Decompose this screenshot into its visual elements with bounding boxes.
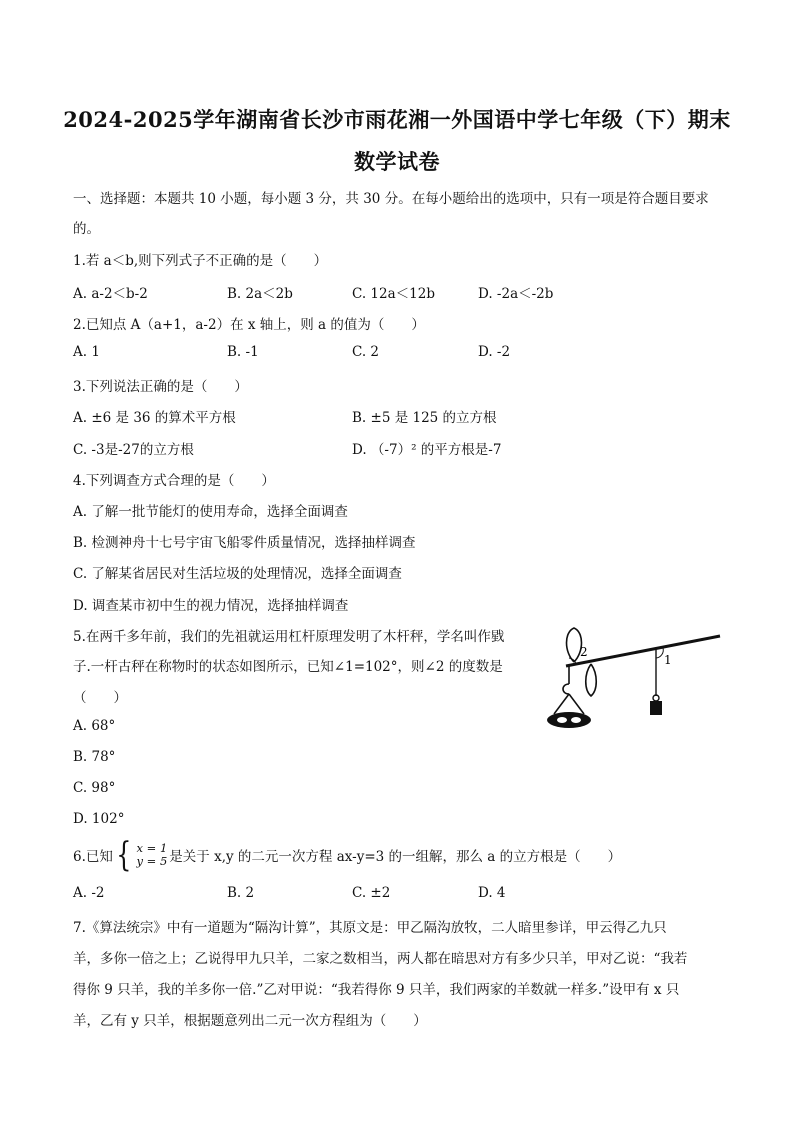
q5-stem-line3: （ ） — [73, 690, 127, 706]
scale-hook — [563, 684, 569, 694]
q4-option-b: B. 检测神舟十七号宇宙飞船零件质量情况，选择抽样调查 — [73, 535, 416, 551]
scale-weight — [650, 701, 662, 715]
q2-option-b: B. -1 — [227, 344, 259, 360]
q5-option-a: A. 68° — [73, 718, 116, 734]
q2-option-a: A. 1 — [73, 344, 100, 360]
scale-small-loop — [586, 664, 597, 696]
q7-line3: 得你 9 只羊，我的羊多你一倍.”乙对甲说：“我若得你 9 只羊，我们两家的羊数就一样多.”设甲有 x 只 — [73, 982, 680, 998]
section-instructions-line2: 的。 — [73, 221, 100, 237]
q6-option-c: C. ±2 — [352, 885, 391, 901]
q4-option-a: A. 了解一批节能灯的使用寿命，选择全面调查 — [73, 504, 348, 520]
q3-option-c: C. -3是-27的立方根 — [73, 442, 194, 458]
q2-stem: 2.已知点 A（a+1，a-2）在 x 轴上，则 a 的值为（ ） — [73, 317, 425, 333]
q6-left-brace: { — [116, 835, 132, 875]
exam-title-line2: 数学试卷 — [354, 149, 440, 174]
q4-option-c: C. 了解某省居民对生活垃圾的处理情况，选择全面调查 — [73, 566, 402, 582]
q3-option-a: A. ±6 是 36 的算术平方根 — [73, 410, 236, 426]
scale-pan-string-right — [569, 694, 584, 714]
q7-line2: 羊，多你一倍之上；乙说得甲九只羊，二家之数相当，两人都在暗思对方有多少只羊，甲对乙说：“我若 — [73, 951, 688, 967]
scale-pan-hole-right — [571, 717, 581, 723]
steelyard-scale-figure — [536, 622, 726, 744]
q6-equation-system — [113, 835, 169, 875]
q5-option-b: B. 78° — [73, 749, 116, 765]
q6-system-lines — [137, 842, 168, 868]
q6-eq1: x = 1 — [136, 841, 168, 855]
q4-stem: 4.下列调查方式合理的是（ ） — [73, 473, 275, 489]
exam-title-line1: 2024-2025学年湖南省长沙市雨花湘一外国语中学七年级（下）期末 — [63, 107, 731, 132]
q6-stem-suffix: 是关于 x,y 的二元一次方程 ax-y=3 的一组解，那么 a 的立方根是（ ） — [169, 849, 622, 865]
q2-option-c: C. 2 — [352, 344, 380, 360]
section-instructions-line1: 一、选择题：本题共 10 小题，每小题 3 分，共 30 分。在每小题给出的选项中，只有一项是符合题目要求 — [73, 191, 709, 207]
q6-option-d: D. 4 — [478, 885, 506, 901]
q5-option-c: C. 98° — [73, 780, 116, 796]
scale-beam — [566, 636, 720, 666]
q5-stem-line2: 子.一杆古秤在称物时的状态如图所示，已知∠1=102°，则∠2 的度数是 — [73, 659, 503, 675]
q7-line1: 7.《算法统宗》中有一道题为“隔沟计算”，其原文是：甲乙隔沟放牧，二人暗里参详，甲云得乙九只 — [73, 920, 667, 936]
q1-option-c: C. 12a＜12b — [352, 286, 435, 302]
scale-pan-hole-left — [557, 717, 567, 723]
angle-2-label: 2 — [580, 645, 588, 659]
q6-stem — [73, 835, 622, 875]
q6-option-b: B. 2 — [227, 885, 255, 901]
q1-stem: 1.若 a＜b,则下列式子不正确的是（ ） — [73, 253, 328, 269]
q3-option-d: D. （-7）² 的平方根是-7 — [352, 442, 502, 458]
q5-stem-line1: 5.在两千多年前，我们的先祖就运用杠杆原理发明了木杆秤，学名叫作戥 — [73, 629, 505, 645]
q2-option-d: D. -2 — [478, 344, 511, 360]
q3-option-b: B. ±5 是 125 的立方根 — [352, 410, 497, 426]
angle-1-label: 1 — [664, 653, 672, 667]
q3-stem: 3.下列说法正确的是（ ） — [73, 379, 248, 395]
q6-eq2: y = 5 — [136, 854, 168, 868]
scale-pan-string-left — [554, 694, 569, 714]
q1-option-b: B. 2a＜2b — [227, 286, 293, 302]
q1-option-d: D. -2a＜-2b — [478, 286, 554, 302]
q6-stem-prefix: 6.已知 — [73, 849, 113, 865]
q7-line4: 羊，乙有 y 只羊，根据题意列出二元一次方程组为（ ） — [73, 1013, 427, 1029]
q1-option-a: A. a-2＜b-2 — [73, 286, 148, 302]
scale-pan — [547, 712, 591, 728]
q4-option-d: D. 调查某市初中生的视力情况，选择抽样调查 — [73, 598, 349, 614]
q6-option-a: A. -2 — [73, 885, 105, 901]
q5-option-d: D. 102° — [73, 811, 125, 827]
